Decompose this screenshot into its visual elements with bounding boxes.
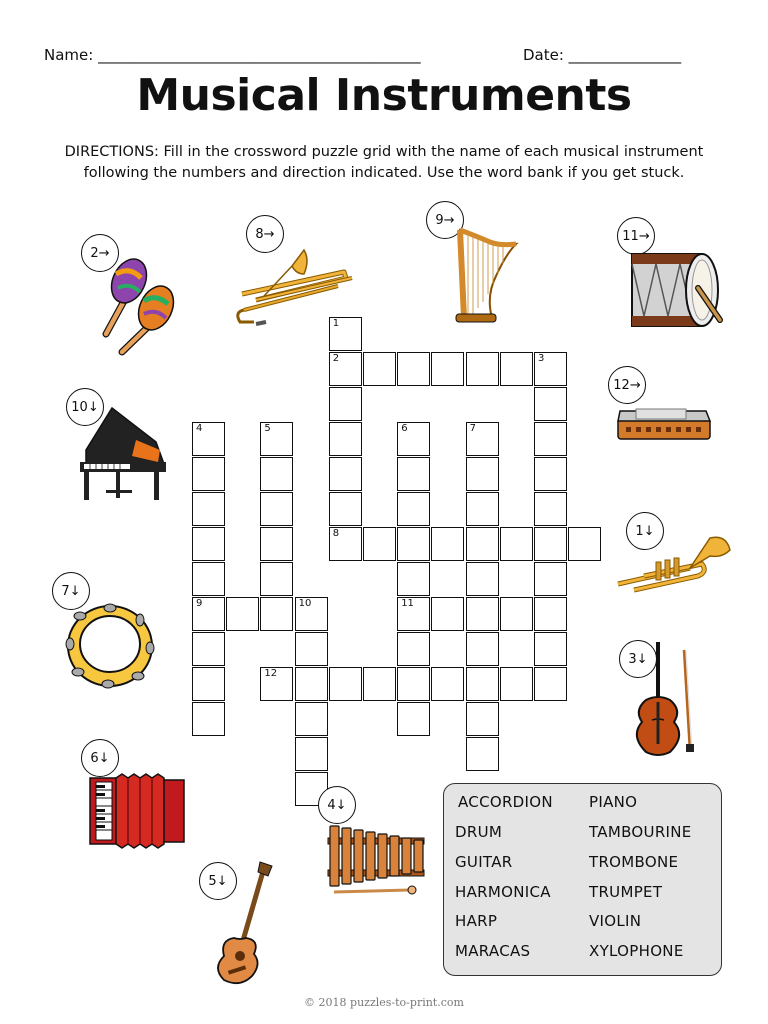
clue-number: 8 — [332, 528, 340, 539]
crossword-cell[interactable] — [397, 597, 430, 631]
crossword-cell[interactable] — [192, 422, 225, 456]
crossword-cell[interactable] — [500, 527, 533, 561]
crossword-cell[interactable] — [397, 632, 430, 666]
xylophone-picture — [326, 824, 426, 900]
drum-picture — [626, 246, 726, 334]
crossword-cell[interactable] — [466, 562, 499, 596]
directions-line-2: following the numbers and direction indicated. Use the word bank if you get stuck. — [83, 165, 685, 181]
crossword-cell[interactable] — [295, 667, 328, 701]
clue-3-down: 3↓ — [619, 640, 657, 678]
clue-7-down: 7↓ — [52, 572, 90, 610]
guitar-picture — [210, 860, 280, 986]
copyright-footer: © 2018 puzzles-to-print.com — [304, 996, 464, 1009]
crossword-cell[interactable] — [431, 597, 464, 631]
word-bank-item: HARMONICA — [455, 883, 551, 901]
crossword-cell[interactable] — [466, 667, 499, 701]
crossword-cell[interactable] — [466, 352, 499, 386]
crossword-cell[interactable] — [363, 667, 396, 701]
crossword-cell[interactable] — [466, 527, 499, 561]
trombone-picture — [234, 248, 354, 328]
crossword-cell[interactable] — [500, 597, 533, 631]
accordion-picture — [88, 772, 188, 852]
crossword-cell[interactable] — [260, 527, 293, 561]
crossword-cell[interactable] — [534, 632, 567, 666]
word-bank-item: TRUMPET — [589, 883, 663, 901]
clue-11-across: 11→ — [617, 217, 655, 255]
maracas-picture — [96, 256, 186, 356]
crossword-cell[interactable] — [260, 457, 293, 491]
clue-1-down: 1↓ — [626, 512, 664, 550]
crossword-cell[interactable] — [534, 387, 567, 421]
crossword-cell[interactable] — [260, 422, 293, 456]
crossword-cell[interactable] — [431, 527, 464, 561]
crossword-cell[interactable] — [397, 457, 430, 491]
crossword-cell[interactable] — [397, 527, 430, 561]
crossword-cell[interactable] — [260, 667, 293, 701]
crossword-cell[interactable] — [568, 527, 601, 561]
directions-line-1: DIRECTIONS: Fill in the crossword puzzle grid with the name of each musical instrument — [64, 144, 704, 160]
crossword-cell[interactable] — [260, 597, 293, 631]
clue-2-across: 2→ — [81, 234, 119, 272]
crossword-cell[interactable] — [329, 387, 362, 421]
crossword-cell[interactable] — [226, 597, 259, 631]
crossword-cell[interactable] — [295, 737, 328, 771]
crossword-cell[interactable] — [534, 597, 567, 631]
crossword-cell[interactable] — [466, 457, 499, 491]
crossword-cell[interactable] — [192, 527, 225, 561]
crossword-cell[interactable] — [397, 702, 430, 736]
word-bank-item: HARP — [455, 912, 498, 930]
clue-number: 12 — [264, 668, 278, 679]
crossword-cell[interactable] — [534, 457, 567, 491]
clue-number: 5 — [264, 423, 271, 434]
word-bank-item: XYLOPHONE — [589, 942, 684, 960]
clue-9-across: 9→ — [426, 201, 464, 239]
clue-4-down: 4↓ — [318, 786, 356, 824]
crossword-cell[interactable] — [260, 562, 293, 596]
crossword-cell[interactable] — [329, 422, 362, 456]
crossword-cell[interactable] — [500, 667, 533, 701]
crossword-cell[interactable] — [534, 527, 567, 561]
name-field-label: Name: ___________________________________________ — [44, 46, 421, 64]
clue-number: 3 — [538, 353, 545, 364]
crossword-cell[interactable] — [192, 492, 225, 526]
word-bank-item: MARACAS — [455, 942, 531, 960]
crossword-cell[interactable] — [363, 352, 396, 386]
clue-12-across: 12→ — [608, 366, 646, 404]
crossword-cell[interactable] — [192, 457, 225, 491]
crossword-cell[interactable] — [397, 562, 430, 596]
page-title: Musical Instruments — [136, 70, 632, 121]
crossword-cell[interactable] — [466, 597, 499, 631]
harmonica-picture — [616, 405, 712, 445]
crossword-cell[interactable] — [329, 492, 362, 526]
crossword-cell[interactable] — [466, 422, 499, 456]
clue-5-down: 5↓ — [199, 862, 237, 900]
crossword-cell[interactable] — [329, 527, 362, 561]
clue-6-down: 6↓ — [81, 739, 119, 777]
crossword-cell[interactable] — [192, 632, 225, 666]
crossword-cell[interactable] — [295, 702, 328, 736]
crossword-cell[interactable] — [192, 702, 225, 736]
crossword-cell[interactable] — [363, 527, 396, 561]
crossword-cell[interactable] — [397, 492, 430, 526]
crossword-cell[interactable] — [466, 702, 499, 736]
clue-number: 6 — [401, 423, 408, 434]
clue-number: 2 — [332, 353, 340, 364]
word-bank-item: ACCORDION — [458, 793, 553, 811]
word-bank-item: VIOLIN — [589, 912, 642, 930]
word-bank-item: GUITAR — [455, 853, 513, 871]
word-bank-item: PIANO — [589, 793, 638, 811]
crossword-cell[interactable] — [534, 352, 567, 386]
crossword-cell[interactable] — [260, 492, 293, 526]
clue-number: 7 — [469, 423, 476, 434]
crossword-cell[interactable] — [500, 352, 533, 386]
directions — [30, 142, 738, 184]
crossword-cell[interactable] — [192, 667, 225, 701]
clue-number: 9 — [196, 598, 203, 609]
violin-picture — [628, 640, 700, 762]
crossword-cell[interactable] — [466, 632, 499, 666]
tambourine-picture — [64, 598, 156, 690]
crossword-cell[interactable] — [295, 597, 328, 631]
word-bank-item: TROMBONE — [589, 853, 679, 871]
clue-number: 10 — [298, 598, 312, 609]
crossword-cell[interactable] — [534, 562, 567, 596]
crossword-cell[interactable] — [534, 492, 567, 526]
piano-picture — [76, 404, 168, 504]
crossword-cell[interactable] — [397, 422, 430, 456]
harp-picture — [450, 226, 522, 326]
crossword-cell[interactable] — [295, 632, 328, 666]
clue-10-down: 10↓ — [66, 388, 104, 426]
crossword-cell[interactable] — [466, 492, 499, 526]
crossword-cell[interactable] — [192, 597, 225, 631]
word-bank-item: DRUM — [455, 823, 503, 841]
crossword-cell[interactable] — [466, 737, 499, 771]
crossword-cell[interactable] — [431, 667, 464, 701]
crossword-cell[interactable] — [329, 457, 362, 491]
crossword-cell[interactable] — [192, 562, 225, 596]
date-field-label: Date: _______________ — [523, 46, 682, 64]
crossword-cell[interactable] — [534, 422, 567, 456]
crossword-cell[interactable] — [329, 667, 362, 701]
crossword-cell[interactable] — [534, 667, 567, 701]
clue-number: 1 — [332, 318, 340, 329]
clue-number: 11 — [401, 598, 414, 609]
trumpet-picture — [614, 528, 732, 602]
crossword-cell[interactable] — [397, 352, 430, 386]
clue-8-across: 8→ — [246, 215, 284, 253]
clue-number: 4 — [196, 423, 203, 434]
word-bank-item: TAMBOURINE — [589, 823, 692, 841]
crossword-cell[interactable] — [431, 352, 464, 386]
crossword-cell[interactable] — [397, 667, 430, 701]
crossword-cell[interactable] — [329, 352, 362, 386]
